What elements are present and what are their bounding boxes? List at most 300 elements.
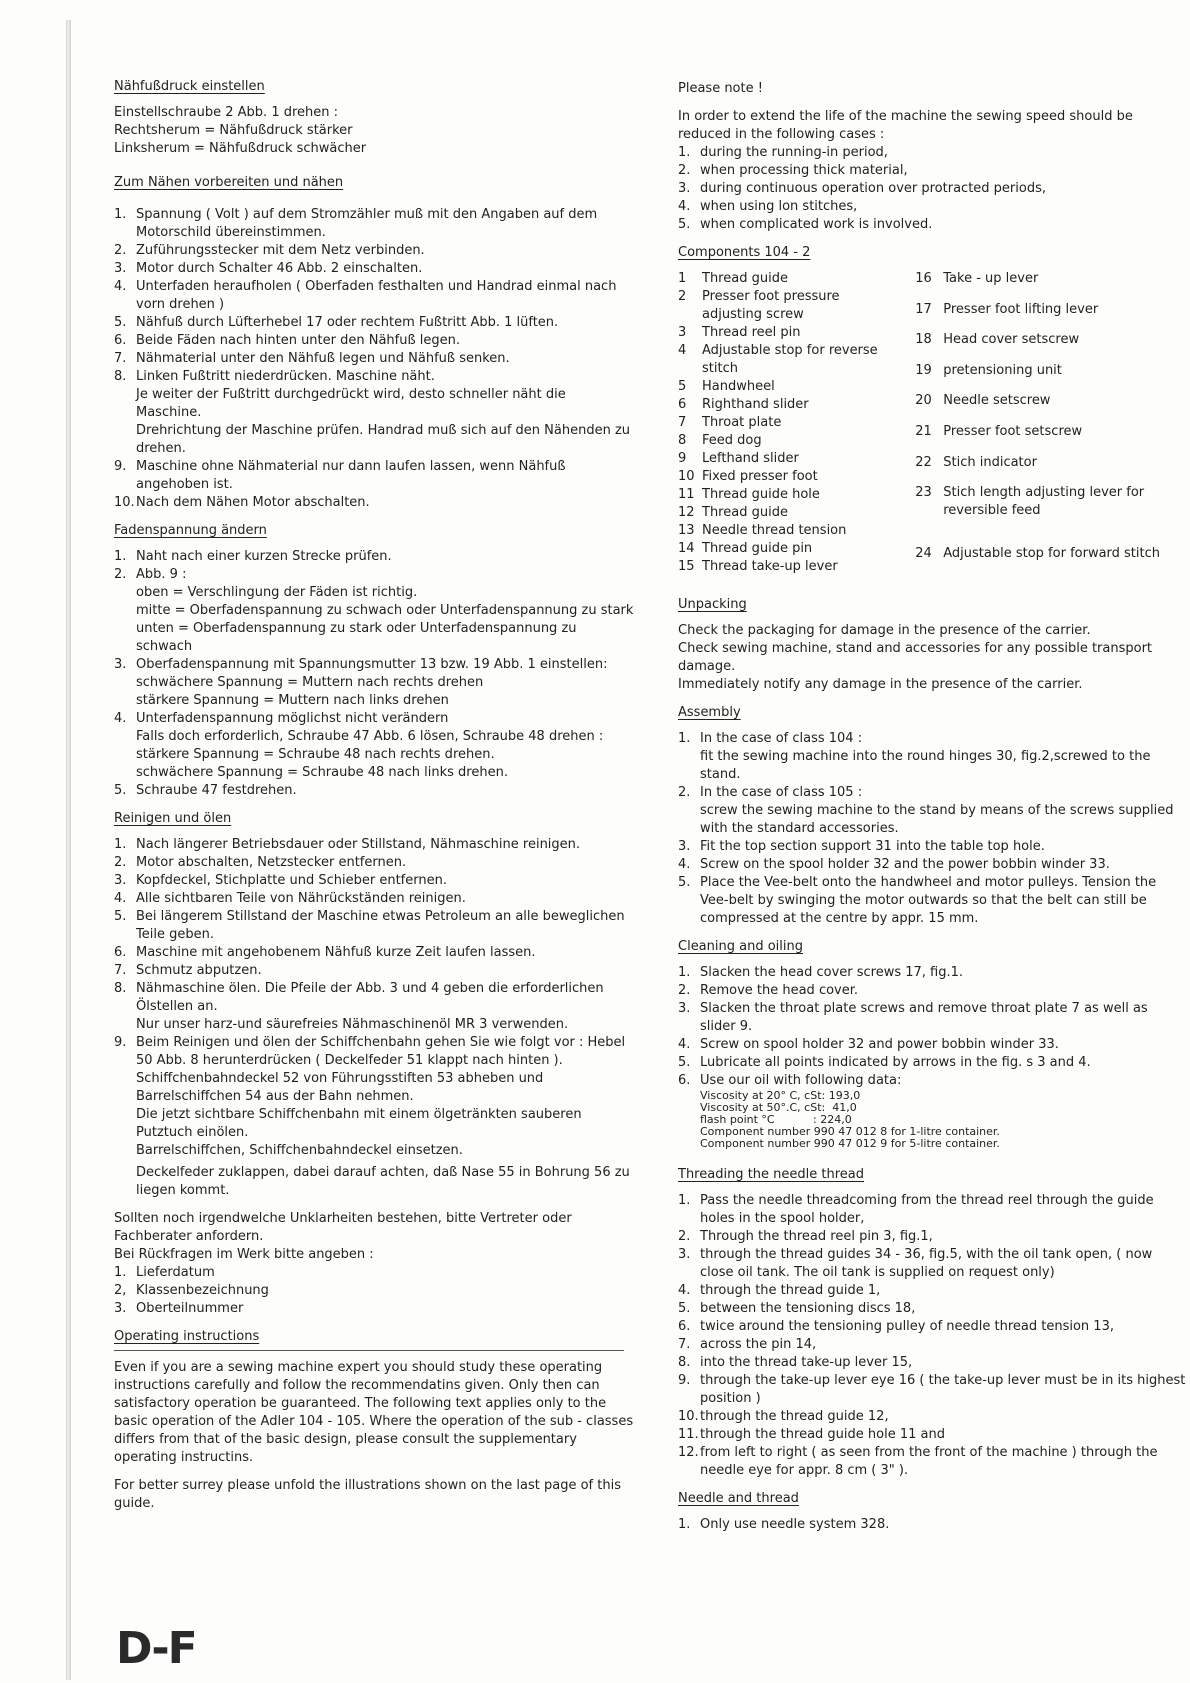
- item-number: 8.: [678, 1355, 691, 1370]
- item-number: 6.: [678, 1319, 691, 1334]
- component-number: 24: [915, 546, 932, 562]
- item-number: 12.: [678, 1445, 699, 1460]
- component-row: [678, 414, 897, 432]
- item-text: Remove the head cover.: [700, 983, 859, 998]
- section-operating-instructions: [114, 1328, 634, 1513]
- list-item: [678, 964, 1186, 982]
- oil-data-line: flash point °C : 224,0: [700, 1113, 852, 1126]
- paragraph: In order to extend the life of the machine the sewing speed should be reduced in the following cases :: [678, 109, 1133, 142]
- numbered-list: [114, 1264, 634, 1318]
- numbered-list: [678, 1192, 1186, 1480]
- component-number: 1: [678, 271, 687, 286]
- item-text: when using lon stitches,: [700, 199, 858, 214]
- section-heading: Threading the needle thread: [678, 1167, 864, 1182]
- section-heading: Cleaning and oiling: [678, 939, 803, 954]
- brand-logo: D-F: [116, 1623, 196, 1674]
- item-text: through the thread guide hole 11 and: [700, 1427, 945, 1442]
- component-name: Needle thread tension: [702, 523, 847, 538]
- component-number: 15: [678, 559, 695, 574]
- section-rueckfragen: [114, 1210, 634, 1318]
- divider-line: [114, 1350, 624, 1351]
- component-row: [678, 324, 897, 342]
- section-heading: Components 104 - 2: [678, 245, 811, 260]
- item-number: 8.: [114, 369, 127, 384]
- item-number: 2.: [114, 567, 127, 582]
- list-item: [678, 1408, 1186, 1426]
- list-item: [114, 458, 634, 494]
- list-item: [114, 314, 634, 332]
- component-row: [678, 558, 897, 576]
- item-subtext: fit the sewing machine into the round hinges 30, fig.2,screwed to the stand.: [700, 749, 1151, 782]
- item-subtext: schwächere Spannung = Schraube 48 nach links drehen.: [136, 765, 508, 780]
- item-number: 9.: [678, 1373, 691, 1388]
- page-binding-edge: [66, 20, 71, 1680]
- left-column: [114, 78, 634, 1523]
- item-text: Oberfadenspannung mit Spannungsmutter 13 bzw. 19 Abb. 1 einstellen:: [136, 657, 608, 672]
- numbered-list: [678, 730, 1186, 928]
- list-item: [114, 962, 634, 980]
- item-text: Screw on spool holder 32 and power bobbin winder 33.: [700, 1037, 1059, 1052]
- item-text: Beim Reinigen und ölen der Schiffchenbahn gehen Sie wie folgt vor : Hebel 50 Abb. 8 herunterdrücken ( Deckelfeder 51 klappt nach hinten ). Schiffchenbahndeckel 52 von Führungsstiften 53 abheben und Barrelschiffchen 54 aus der Bahn nehmen.: [136, 1035, 626, 1104]
- numbered-list: [678, 964, 1186, 1090]
- component-row: [678, 468, 897, 486]
- component-name: Thread reel pin: [702, 325, 801, 340]
- item-text: In the case of class 104 :: [700, 731, 863, 746]
- item-number: 5.: [678, 217, 691, 232]
- component-name: Throat plate: [702, 415, 782, 430]
- list-item: [678, 1054, 1186, 1072]
- item-text: through the thread guide 12,: [700, 1409, 889, 1424]
- component-name: Adjustable stop for forward stitch: [943, 546, 1161, 562]
- list-item: [114, 890, 634, 908]
- item-number: 3.: [678, 181, 691, 196]
- item-number: 3.: [114, 1301, 127, 1316]
- section-heading: Operating instructions: [114, 1329, 260, 1344]
- item-text: Through the thread reel pin 3, fig.1,: [700, 1229, 933, 1244]
- item-text: through the thread guides 34 - 36, fig.5, with the oil tank open, ( now close oil tank. The oil tank is supplied on request only): [700, 1247, 1153, 1280]
- item-number: 4.: [114, 891, 127, 906]
- component-name: Stich length adjusting lever for reversible feed: [943, 485, 1145, 519]
- text-line: Check the packaging for damage in the presence of the carrier.: [678, 623, 1091, 638]
- item-number: 2.: [678, 983, 691, 998]
- item-text: Only use needle system 328.: [700, 1517, 890, 1532]
- list-item: [678, 1444, 1186, 1480]
- item-number: 7.: [114, 963, 127, 978]
- section-heading: Needle and thread: [678, 1491, 799, 1506]
- item-number: 2.: [678, 785, 691, 800]
- list-item: [114, 656, 634, 710]
- section-assembly: [678, 704, 1186, 928]
- item-number: 5.: [114, 909, 127, 924]
- item-number: 5.: [114, 783, 127, 798]
- item-number: 3.: [114, 261, 127, 276]
- component-row: [915, 362, 1186, 393]
- component-row: [678, 504, 897, 522]
- list-item: [678, 1516, 1186, 1534]
- list-item: [678, 144, 1186, 162]
- item-number: 1.: [678, 1517, 691, 1532]
- item-text: Motor abschalten, Netzstecker entfernen.: [136, 855, 407, 870]
- list-item: [114, 1264, 634, 1282]
- list-item: [114, 1282, 634, 1300]
- item-text: Naht nach einer kurzen Strecke prüfen.: [136, 549, 392, 564]
- item-text: Bei längerem Stillstand der Maschine etwas Petroleum an alle beweglichen Teile geben.: [136, 909, 625, 942]
- item-text: Schraube 47 festdrehen.: [136, 783, 297, 798]
- numbered-list: [114, 836, 634, 1200]
- item-text: Motor durch Schalter 46 Abb. 2 einschalten.: [136, 261, 423, 276]
- list-item: [678, 982, 1186, 1000]
- component-row: [915, 484, 1186, 545]
- component-row: [915, 545, 1186, 576]
- item-subtext: schwächere Spannung = Muttern nach rechts drehen: [136, 675, 484, 690]
- component-number: 4: [678, 343, 687, 358]
- item-text: into the thread take-up lever 15,: [700, 1355, 913, 1370]
- components-table-right: [915, 270, 1186, 576]
- component-number: 12: [678, 505, 695, 520]
- item-text: Zuführungsstecker mit dem Netz verbinden.: [136, 243, 425, 258]
- item-subtext: stärkere Spannung = Muttern nach links drehen: [136, 693, 449, 708]
- list-item: [678, 1372, 1186, 1408]
- list-item: [678, 1246, 1186, 1282]
- component-name: Thread take-up lever: [702, 559, 838, 574]
- list-item: [678, 1192, 1186, 1228]
- component-name: Presser foot pressure adjusting screw: [702, 289, 840, 322]
- numbered-list: [678, 1516, 1186, 1534]
- item-text: through the thread guide 1,: [700, 1283, 881, 1298]
- item-text: Use our oil with following data:: [700, 1073, 902, 1088]
- item-number: 6.: [114, 333, 127, 348]
- item-text: when processing thick material,: [700, 163, 908, 178]
- component-number: 13: [678, 523, 695, 538]
- item-subtext: screw the sewing machine to the stand by means of the screws supplied with the standard accessories.: [700, 803, 1174, 836]
- item-subtext: Drehrichtung der Maschine prüfen. Handrad muß sich auf den Nähenden zu drehen.: [136, 423, 631, 456]
- item-text: Lieferdatum: [136, 1265, 215, 1280]
- list-item: [114, 1034, 634, 1200]
- item-text: Beide Fäden nach hinten unter den Nähfuß legen.: [136, 333, 461, 348]
- item-text: Slacken the head cover screws 17, fig.1.: [700, 965, 964, 980]
- component-number: 17: [915, 301, 932, 317]
- item-number: 6.: [678, 1073, 691, 1088]
- component-name: Handwheel: [702, 379, 775, 394]
- item-number: 1.: [114, 837, 127, 852]
- section-heading: Assembly: [678, 705, 741, 720]
- item-text: across the pin 14,: [700, 1337, 817, 1352]
- section-needle-thread: [678, 1490, 1186, 1534]
- item-text: during continuous operation over protracted periods,: [700, 181, 1046, 196]
- item-text: In the case of class 105 :: [700, 785, 863, 800]
- item-number: 3.: [678, 839, 691, 854]
- section-heading: Nähfußdruck einstellen: [114, 79, 265, 94]
- component-number: 20: [915, 393, 932, 409]
- component-number: 14: [678, 541, 695, 556]
- list-item: [678, 1318, 1186, 1336]
- item-number: 3.: [114, 657, 127, 672]
- item-text: from left to right ( as seen from the front of the machine ) through the needle eye for appr. 8 cm ( 3" ).: [700, 1445, 1158, 1478]
- list-item: [678, 1228, 1186, 1246]
- list-item: [114, 548, 634, 566]
- component-number: 2: [678, 289, 687, 304]
- component-number: 7: [678, 415, 687, 430]
- text-line: Linksherum = Nähfußdruck schwächer: [114, 141, 367, 156]
- paragraph: Sollten noch irgendwelche Unklarheiten bestehen, bitte Vertreter oder Fachberater anfordern.: [114, 1211, 572, 1244]
- item-number: 4.: [114, 279, 127, 294]
- list-item: [678, 1426, 1186, 1444]
- component-name: Thread guide: [702, 271, 788, 286]
- list-item: [678, 838, 1186, 856]
- list-item: [114, 206, 634, 242]
- list-item: [114, 494, 634, 512]
- item-number: 8.: [114, 981, 127, 996]
- list-item: [114, 260, 634, 278]
- component-name: Thread guide: [702, 505, 788, 520]
- item-number: 3.: [114, 873, 127, 888]
- text-line: Rechtsherum = Nähfußdruck stärker: [114, 123, 353, 138]
- item-text: Nähmaschine ölen. Die Pfeile der Abb. 3 und 4 geben die erforderlichen Ölstellen an.: [136, 981, 604, 1014]
- component-number: 22: [915, 454, 932, 470]
- section-heading: Please note !: [678, 81, 763, 96]
- component-row: [678, 342, 897, 378]
- text-line: Check sewing machine, stand and accessories for any possible transport damage.: [678, 641, 1153, 674]
- numbered-list: [114, 548, 634, 800]
- component-name: Thread guide hole: [702, 487, 820, 502]
- item-text: Nach längerer Betriebsdauer oder Stillstand, Nähmaschine reinigen.: [136, 837, 581, 852]
- list-item: [678, 180, 1186, 198]
- component-name: Feed dog: [702, 433, 762, 448]
- component-number: 6: [678, 397, 687, 412]
- section-naehen: [114, 174, 634, 512]
- item-text: Unterfaden heraufholen ( Oberfaden festhalten und Handrad einmal nach vorn drehen ): [136, 279, 617, 312]
- list-item: [678, 856, 1186, 874]
- item-subtext: stärkere Spannung = Schraube 48 nach rechts drehen.: [136, 747, 495, 762]
- item-number: 5.: [678, 1055, 691, 1070]
- list-item: [678, 1336, 1186, 1354]
- list-item: [114, 908, 634, 944]
- component-name: Fixed presser foot: [702, 469, 818, 484]
- list-item: [678, 730, 1186, 784]
- item-number: 10.: [678, 1409, 699, 1424]
- component-row: [678, 270, 897, 288]
- component-row: [678, 540, 897, 558]
- components-table-left: [678, 270, 897, 576]
- item-subtext: Falls doch erforderlich, Schraube 47 Abb. 6 lösen, Schraube 48 drehen :: [136, 729, 604, 744]
- component-number: 9: [678, 451, 687, 466]
- list-item: [114, 566, 634, 656]
- component-number: 5: [678, 379, 687, 394]
- component-number: 10: [678, 469, 695, 484]
- oil-data: [678, 1090, 1186, 1150]
- component-number: 11: [678, 487, 695, 502]
- component-name: Needle setscrew: [943, 393, 1051, 409]
- list-item: [678, 162, 1186, 180]
- item-number: 2.: [678, 163, 691, 178]
- item-number: 6.: [114, 945, 127, 960]
- list-item: [114, 980, 634, 1034]
- section-please-note: [678, 80, 1186, 234]
- section-reinigen: [114, 810, 634, 1200]
- list-item: [114, 278, 634, 314]
- item-number: 3.: [678, 1001, 691, 1016]
- item-subtext: Die jetzt sichtbare Schiffchenbahn mit einem ölgetränkten sauberen Putztuch einölen.: [136, 1107, 582, 1140]
- item-number: 1.: [678, 145, 691, 160]
- section-cleaning-oiling: [678, 938, 1186, 1150]
- item-text: Oberteilnummer: [136, 1301, 244, 1316]
- numbered-list: [678, 144, 1186, 234]
- item-number: 1.: [114, 207, 127, 222]
- section-heading: Unpacking: [678, 597, 747, 612]
- component-name: Righthand slider: [702, 397, 809, 412]
- component-name: pretensioning unit: [943, 362, 1062, 378]
- component-number: 16: [915, 271, 932, 286]
- item-number: 2.: [114, 243, 127, 258]
- list-item: [678, 1282, 1186, 1300]
- item-number: 1.: [678, 965, 691, 980]
- list-item: [114, 332, 634, 350]
- text-line: Immediately notify any damage in the presence of the carrier.: [678, 677, 1083, 692]
- item-number: 9.: [114, 1035, 127, 1050]
- component-row: [915, 423, 1186, 454]
- item-number: 9.: [114, 459, 127, 474]
- item-text: Linken Fußtritt niederdrücken. Maschine näht.: [136, 369, 435, 384]
- component-name: Presser foot lifting lever: [943, 301, 1099, 317]
- component-name: Stich indicator: [943, 454, 1037, 470]
- item-text: Slacken the throat plate screws and remove throat plate 7 as well as slider 9.: [700, 1001, 1148, 1034]
- list-item: [114, 854, 634, 872]
- item-text: Schmutz abputzen.: [136, 963, 262, 978]
- component-number: 3: [678, 325, 687, 340]
- item-number: 1.: [678, 1193, 691, 1208]
- section-threading: [678, 1166, 1186, 1480]
- item-number: 5.: [678, 875, 691, 890]
- component-number: 18: [915, 332, 932, 348]
- item-number: 1.: [678, 731, 691, 746]
- component-name: Presser foot setscrew: [943, 423, 1083, 439]
- item-number: 5.: [114, 315, 127, 330]
- item-text: through the take-up lever eye 16 ( the take-up lever must be in its highest position ): [700, 1373, 1186, 1406]
- item-number: 7.: [114, 351, 127, 366]
- component-row: [915, 331, 1186, 362]
- item-subtext: Nur unser harz-und säurefreies Nähmaschinenöl MR 3 verwenden.: [136, 1017, 569, 1032]
- component-row: [915, 454, 1186, 485]
- item-number: 3.: [678, 1247, 691, 1262]
- item-text: during the running-in period,: [700, 145, 888, 160]
- list-item: [678, 1036, 1186, 1054]
- component-row: [915, 270, 1186, 301]
- item-number: 5.: [678, 1301, 691, 1316]
- component-row: [678, 432, 897, 450]
- item-text: Place the Vee-belt onto the handwheel and motor pulleys. Tension the Vee-belt by swinging the motor outwards so that the belt can still be compressed at the centre by appr. 15 mm.: [700, 875, 1157, 926]
- item-text: Abb. 9 :: [136, 567, 187, 582]
- component-number: 23: [915, 485, 932, 501]
- oil-data-line: Component number 990 47 012 8 for 1-litre container.: [700, 1125, 1000, 1138]
- item-number: 1.: [114, 1265, 127, 1280]
- item-text: Spannung ( Volt ) auf dem Stromzähler muß mit den Angaben auf dem Motorschild übereinstimmen.: [136, 207, 598, 240]
- section-fadenspannung: [114, 522, 634, 800]
- paragraph: For better surrey please unfold the illustrations shown on the last page of this guide.: [114, 1478, 621, 1511]
- list-item: [678, 216, 1186, 234]
- item-text: Screw on the spool holder 32 and the power bobbin winder 33.: [700, 857, 1110, 872]
- item-text: Nähmaterial unter den Nähfuß legen und Nähfuß senken.: [136, 351, 510, 366]
- list-item: [114, 710, 634, 782]
- item-number: 4.: [678, 199, 691, 214]
- item-text: Unterfadenspannung möglichst nicht verändern: [136, 711, 449, 726]
- list-item: [114, 836, 634, 854]
- list-item: [114, 944, 634, 962]
- numbered-list: [114, 206, 634, 512]
- item-number: 4.: [114, 711, 127, 726]
- component-row: [915, 392, 1186, 423]
- item-subtext: Je weiter der Fußtritt durchgedrückt wird, desto schneller näht die Maschine.: [136, 387, 566, 420]
- list-item: [678, 1354, 1186, 1372]
- component-row: [678, 378, 897, 396]
- paragraph: Even if you are a sewing machine expert you should study these operating instructions carefully and follow the recommendatins given. Only then can satisfactory operation be guaranteed. The following text applies only to the basic operation of the Adler 104 - 105. Where the operation of the sub - classes differs from that of the basic design, please consult the supplementary operating instructins.: [114, 1360, 634, 1465]
- list-item: [678, 1300, 1186, 1318]
- oil-data-line: Viscosity at 20° C, cSt: 193,0: [700, 1089, 861, 1102]
- item-number: 4.: [678, 857, 691, 872]
- item-text: Nach dem Nähen Motor abschalten.: [136, 495, 370, 510]
- list-item: [678, 1072, 1186, 1090]
- item-number: 11.: [678, 1427, 699, 1442]
- oil-data-line: Viscosity at 50°.C, cSt: 41,0: [700, 1101, 857, 1114]
- component-name: Lefthand slider: [702, 451, 799, 466]
- component-row: [915, 301, 1186, 332]
- list-item: [678, 874, 1186, 928]
- item-number: 4.: [678, 1283, 691, 1298]
- item-subtext: mitte = Oberfadenspannung zu schwach oder Unterfadenspannung zu stark: [136, 603, 634, 618]
- section-naehfussdruck: [114, 78, 634, 158]
- component-number: 19: [915, 362, 932, 378]
- text-line: Einstellschraube 2 Abb. 1 drehen :: [114, 105, 339, 120]
- list-item: [114, 872, 634, 890]
- item-text: Lubricate all points indicated by arrows in the fig. s 3 and 4.: [700, 1055, 1091, 1070]
- paragraph: Bei Rückfragen im Werk bitte angeben :: [114, 1247, 374, 1262]
- item-text: Nähfuß durch Lüfterhebel 17 oder rechtem Fußtritt Abb. 1 lüften.: [136, 315, 559, 330]
- item-number: 2,: [114, 1283, 127, 1298]
- item-text: Alle sichtbaren Teile von Nährückständen reinigen.: [136, 891, 466, 906]
- list-item: [678, 784, 1186, 838]
- item-subtext: Barrelschiffchen, Schiffchenbahndeckel einsetzen.: [136, 1143, 463, 1158]
- list-item: [114, 242, 634, 260]
- section-heading: Zum Nähen vorbereiten und nähen: [114, 175, 344, 190]
- list-item: [678, 1000, 1186, 1036]
- component-row: [678, 522, 897, 540]
- component-number: 8: [678, 433, 687, 448]
- component-name: Thread guide pin: [702, 541, 813, 556]
- item-number: 7.: [678, 1337, 691, 1352]
- item-text: when complicated work is involved.: [700, 217, 933, 232]
- item-text: between the tensioning discs 18,: [700, 1301, 916, 1316]
- list-item: [114, 368, 634, 458]
- component-name: Head cover setscrew: [943, 332, 1080, 348]
- component-row: [678, 288, 897, 324]
- item-text: Pass the needle threadcoming from the thread reel through the guide holes in the spool holder,: [700, 1193, 1154, 1226]
- item-text: Kopfdeckel, Stichplatte und Schieber entfernen.: [136, 873, 447, 888]
- item-text: Maschine ohne Nähmaterial nur dann laufen lassen, wenn Nähfuß angehoben ist.: [136, 459, 566, 492]
- item-number: 2.: [114, 855, 127, 870]
- list-item: [114, 350, 634, 368]
- component-row: [678, 450, 897, 468]
- list-item: [114, 782, 634, 800]
- item-subtext: unten = Oberfadenspannung zu stark oder Unterfadenspannung zu schwach: [136, 621, 577, 654]
- item-subtext: Deckelfeder zuklappen, dabei darauf achten, daß Nase 55 in Bohrung 56 zu liegen kommt.: [136, 1165, 630, 1198]
- right-column: [678, 78, 1186, 1544]
- item-subtext: oben = Verschlingung der Fäden ist richtig.: [136, 585, 418, 600]
- component-number: 21: [915, 423, 932, 439]
- item-number: 4.: [678, 1037, 691, 1052]
- section-components: [678, 244, 1186, 576]
- component-row: [678, 396, 897, 414]
- list-item: [114, 1300, 634, 1318]
- item-number: 10.: [114, 495, 135, 510]
